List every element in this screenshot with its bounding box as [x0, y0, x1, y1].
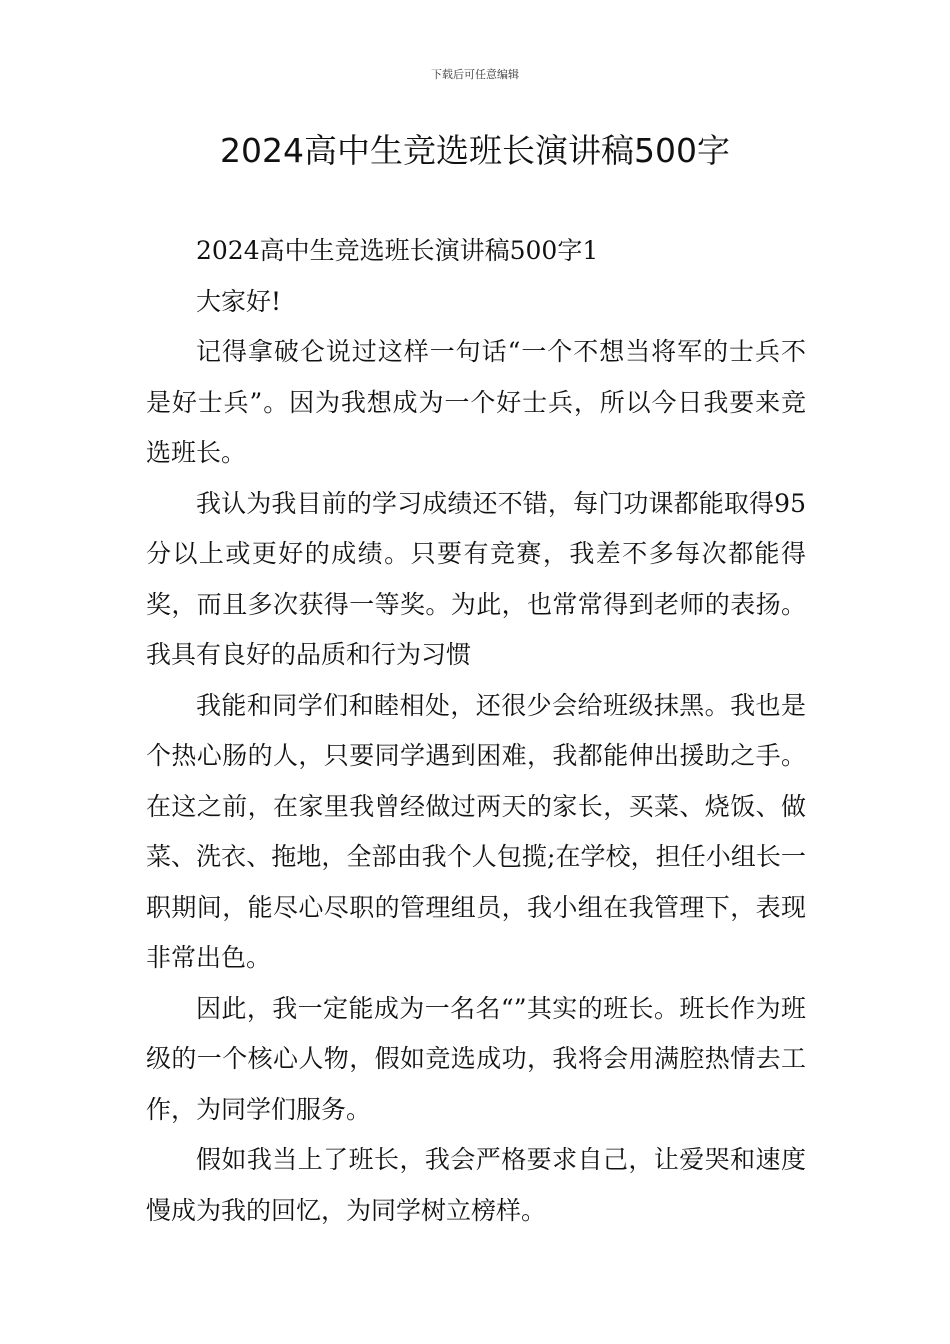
document-title: 2024高中生竞选班长演讲稿500字 — [220, 131, 730, 170]
subtitle-paragraph: 2024高中生竞选班长演讲稿500字1 — [196, 236, 599, 265]
greeting-paragraph: 大家好! — [196, 286, 282, 316]
document-body — [146, 226, 806, 1236]
body-paragraph: 我能和同学们和睦相处，还很少会给班级抹黑。我也是个热心肠的人，只要同学遇到困难，我都能伸出援助之手。在这之前，在家里我曾经做过两天的家长，买菜、烧饭、做菜、洗衣、拖地，全部由我个人包揽;在学校，担任小组长一职期间，能尽心尽职的管理组员，我小组在我管理下，表现非常出色。 — [146, 690, 806, 972]
body-paragraph: 因此，我一定能成为一名名“”其实的班长。班长作为班级的一个核心人物，假如竞选成功，我将会用满腔热情去工作，为同学们服务。 — [146, 993, 806, 1124]
body-paragraph: 记得拿破仑说过这样一句话“一个不想当将军的士兵不是好士兵”。因为我想成为一个好士兵，所以今日我要来竞选班长。 — [146, 337, 806, 467]
body-paragraph: 假如我当上了班长，我会严格要求自己，让爱哭和速度慢成为我的回忆，为同学树立榜样。 — [146, 1145, 806, 1225]
header-note: 下载后可任意编辑 — [431, 68, 519, 81]
body-paragraph: 我认为我目前的学习成绩还不错，每门功课都能取得95分以上或更好的成绩。只要有竞赛，我差不多每次都能得奖，而且多次获得一等奖。为此，也常常得到老师的表扬。我具有良好的品质和行为习惯 — [146, 488, 806, 669]
